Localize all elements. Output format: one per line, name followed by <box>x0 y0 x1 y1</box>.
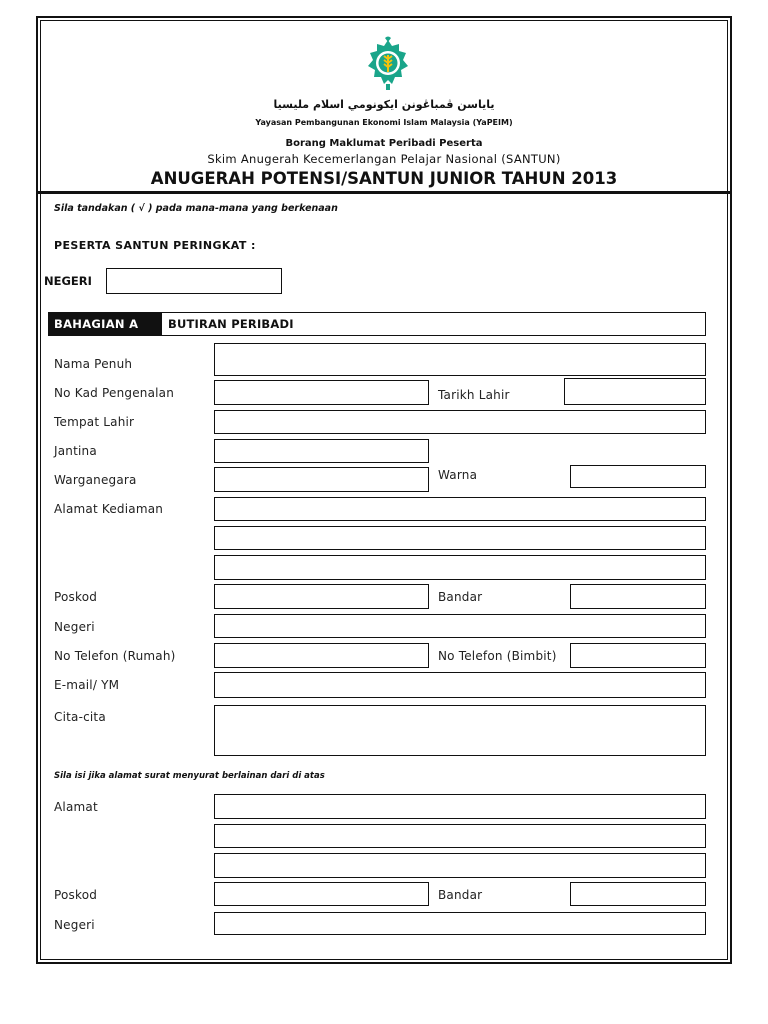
arabic-organization-name: ياياسن ڤمباڠونن ايكونومي اسلام مليسيا <box>273 98 495 111</box>
birth-date-input[interactable] <box>564 378 706 405</box>
mailing-city-input[interactable] <box>570 882 706 906</box>
section-tag: BAHAGIAN A <box>48 312 162 336</box>
gender-label: Jantina <box>54 444 97 458</box>
ambition-input[interactable] <box>214 705 706 756</box>
mobile-phone-input[interactable] <box>570 643 706 668</box>
home-address-line-2[interactable] <box>214 526 706 550</box>
email-input[interactable] <box>214 672 706 698</box>
mailing-state-input[interactable] <box>214 912 706 935</box>
race-label: Warna <box>438 468 478 482</box>
mailing-state-label: Negeri <box>54 918 95 932</box>
state-input[interactable] <box>106 268 282 294</box>
mailing-address-line-2[interactable] <box>214 824 706 848</box>
home-address-label: Alamat Kediaman <box>54 502 164 516</box>
city-label: Bandar <box>438 590 483 604</box>
yapeim-logo <box>366 36 410 92</box>
mobile-phone-label: No Telefon (Bimbit) <box>438 649 557 663</box>
ic-number-label: No Kad Pengenalan <box>54 386 175 400</box>
home-phone-input[interactable] <box>214 643 429 668</box>
email-label: E-mail/ YM <box>54 678 120 692</box>
award-title: ANUGERAH POTENSI/SANTUN JUNIOR TAHUN 2013 <box>150 169 618 188</box>
ic-number-input[interactable] <box>214 380 429 405</box>
mailing-address-line-1[interactable] <box>214 794 706 819</box>
citizenship-label: Warganegara <box>54 473 137 487</box>
header-divider <box>38 191 730 194</box>
birth-place-input[interactable] <box>214 410 706 434</box>
instruction-text: Sila tandakan ( √ ) pada mana-mana yang berkenaan <box>54 203 338 214</box>
home-phone-label: No Telefon (Rumah) <box>54 649 176 663</box>
birth-date-label: Tarikh Lahir <box>438 388 510 402</box>
mailing-postcode-label: Poskod <box>54 888 98 902</box>
home-address-line-3[interactable] <box>214 555 706 580</box>
state-field-input[interactable] <box>214 614 706 638</box>
mailing-address-label: Alamat <box>54 800 98 814</box>
section-name: BUTIRAN PERIBADI <box>168 317 294 331</box>
mailing-postcode-input[interactable] <box>214 882 429 906</box>
full-name-input[interactable] <box>214 343 706 376</box>
mailing-city-label: Bandar <box>438 888 483 902</box>
postcode-label: Poskod <box>54 590 98 604</box>
birth-place-label: Tempat Lahir <box>54 415 135 429</box>
mailing-address-line-3[interactable] <box>214 853 706 878</box>
scheme-name: Skim Anugerah Kecemerlangan Pelajar Nasional (SANTUN) <box>207 152 561 166</box>
state-label: NEGERI <box>44 274 92 288</box>
home-address-line-1[interactable] <box>214 497 706 521</box>
state-field-label: Negeri <box>54 620 95 634</box>
postcode-input[interactable] <box>214 584 429 609</box>
mailing-note: Sila isi jika alamat surat menyurat berlainan dari di atas <box>54 771 325 781</box>
ambition-label: Cita-cita <box>54 710 106 724</box>
full-name-label: Nama Penuh <box>54 357 133 371</box>
gender-input[interactable] <box>214 439 429 463</box>
race-input[interactable] <box>570 465 706 488</box>
form-title: Borang Maklumat Peribadi Peserta <box>285 138 483 149</box>
organization-name: Yayasan Pembangunan Ekonomi Islam Malaysia (YaPEIM) <box>255 118 513 127</box>
citizenship-input[interactable] <box>214 467 429 492</box>
city-input[interactable] <box>570 584 706 609</box>
rank-label: PESERTA SANTUN PERINGKAT : <box>54 239 256 252</box>
